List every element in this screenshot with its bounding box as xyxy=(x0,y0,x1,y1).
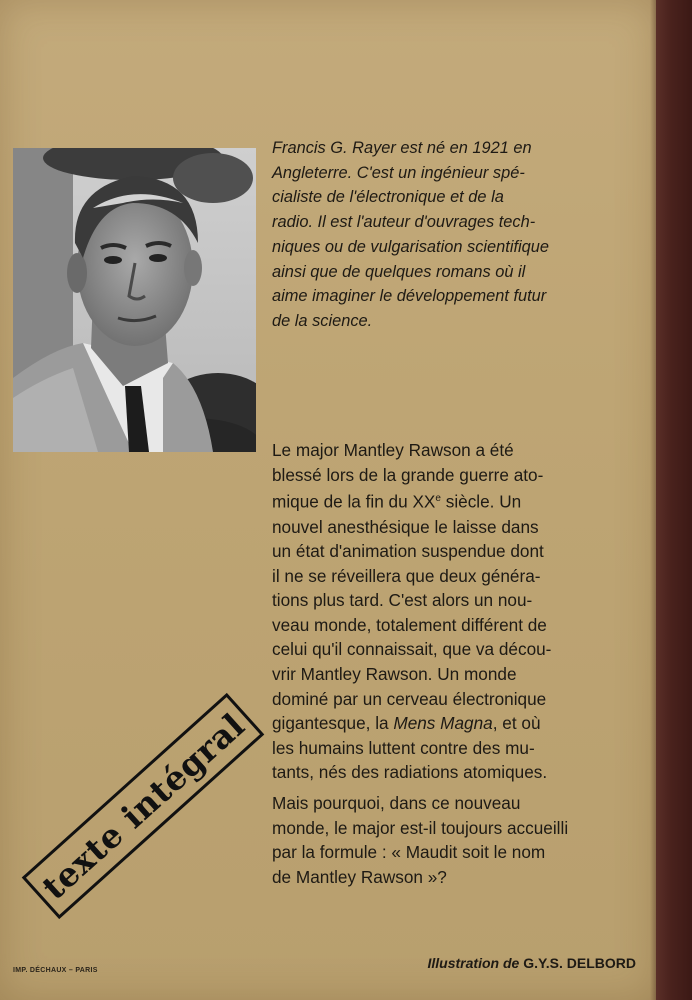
synopsis-line: tants, nés des radiations atomiques. xyxy=(272,762,548,783)
superscript: e xyxy=(435,493,441,505)
book-spine xyxy=(656,0,692,1000)
bio-line: radio. Il est l'auteur d'ouvrages tech- xyxy=(272,213,536,232)
synopsis-line: les humains luttent contre des mu- xyxy=(272,737,535,758)
synopsis-line: nouvel anesthésique le laisse dans xyxy=(272,516,539,537)
bio-line: ainsi que de quelques romans où il xyxy=(272,262,526,281)
bio-line: niques ou de vulgarisation scientifique xyxy=(272,237,550,256)
synopsis-text: siècle. Un xyxy=(440,491,522,512)
illustrator-name: G.Y.S. DELBORD xyxy=(523,955,636,971)
synopsis-line: dominé par un cerveau électronique xyxy=(272,688,547,709)
title-emphasis: Mens Magna xyxy=(393,713,493,734)
bio-line: Angleterre. C'est un ingénieur spé- xyxy=(272,163,525,182)
synopsis-line: un état d'animation suspendue dont xyxy=(272,541,544,562)
synopsis-line: veau monde, totalement différent de xyxy=(272,614,547,635)
bio-line: cialiste de l'électronique et de la xyxy=(272,188,504,207)
printer-imprint: IMP. DÉCHAUX – PARIS xyxy=(13,967,98,974)
bio-line: de la science. xyxy=(272,311,373,330)
book-synopsis xyxy=(272,438,652,889)
synopsis-line: il ne se réveillera que deux généra- xyxy=(272,565,541,586)
bio-line: Francis G. Rayer est né en 1921 en xyxy=(272,139,532,157)
synopsis-line: tions plus tard. C'est alors un nou- xyxy=(272,590,533,611)
synopsis-line: Le major Mantley Rawson a été xyxy=(272,440,514,460)
synopsis-text: gigantesque, la xyxy=(272,713,394,734)
synopsis-line: blessé lors de la grande guerre ato- xyxy=(272,464,544,485)
bio-line: aime imaginer le développement futur xyxy=(272,287,547,306)
synopsis-text: mique de la fin du XX xyxy=(272,491,436,512)
credit-prefix: Illustration de xyxy=(427,955,524,971)
synopsis-text: , et où xyxy=(492,713,541,734)
synopsis-line: de Mantley Rawson »? xyxy=(272,866,447,887)
author-biography xyxy=(272,136,652,334)
synopsis-line: Mais pourquoi, dans ce nouveau xyxy=(272,793,521,814)
synopsis-line: vrir Mantley Rawson. Un monde xyxy=(272,664,517,685)
unabridged-stamp: texte intégral xyxy=(22,693,265,919)
synopsis-line xyxy=(272,711,652,736)
synopsis-line xyxy=(272,487,652,514)
author-photo xyxy=(13,148,256,452)
synopsis-line: monde, le major est-il toujours accueilli xyxy=(272,817,569,838)
synopsis-line: par la formule : « Maudit soit le nom xyxy=(272,842,546,863)
synopsis-line: celui qu'il connaissait, que va décou- xyxy=(272,639,552,660)
illustration-credit xyxy=(428,955,636,971)
